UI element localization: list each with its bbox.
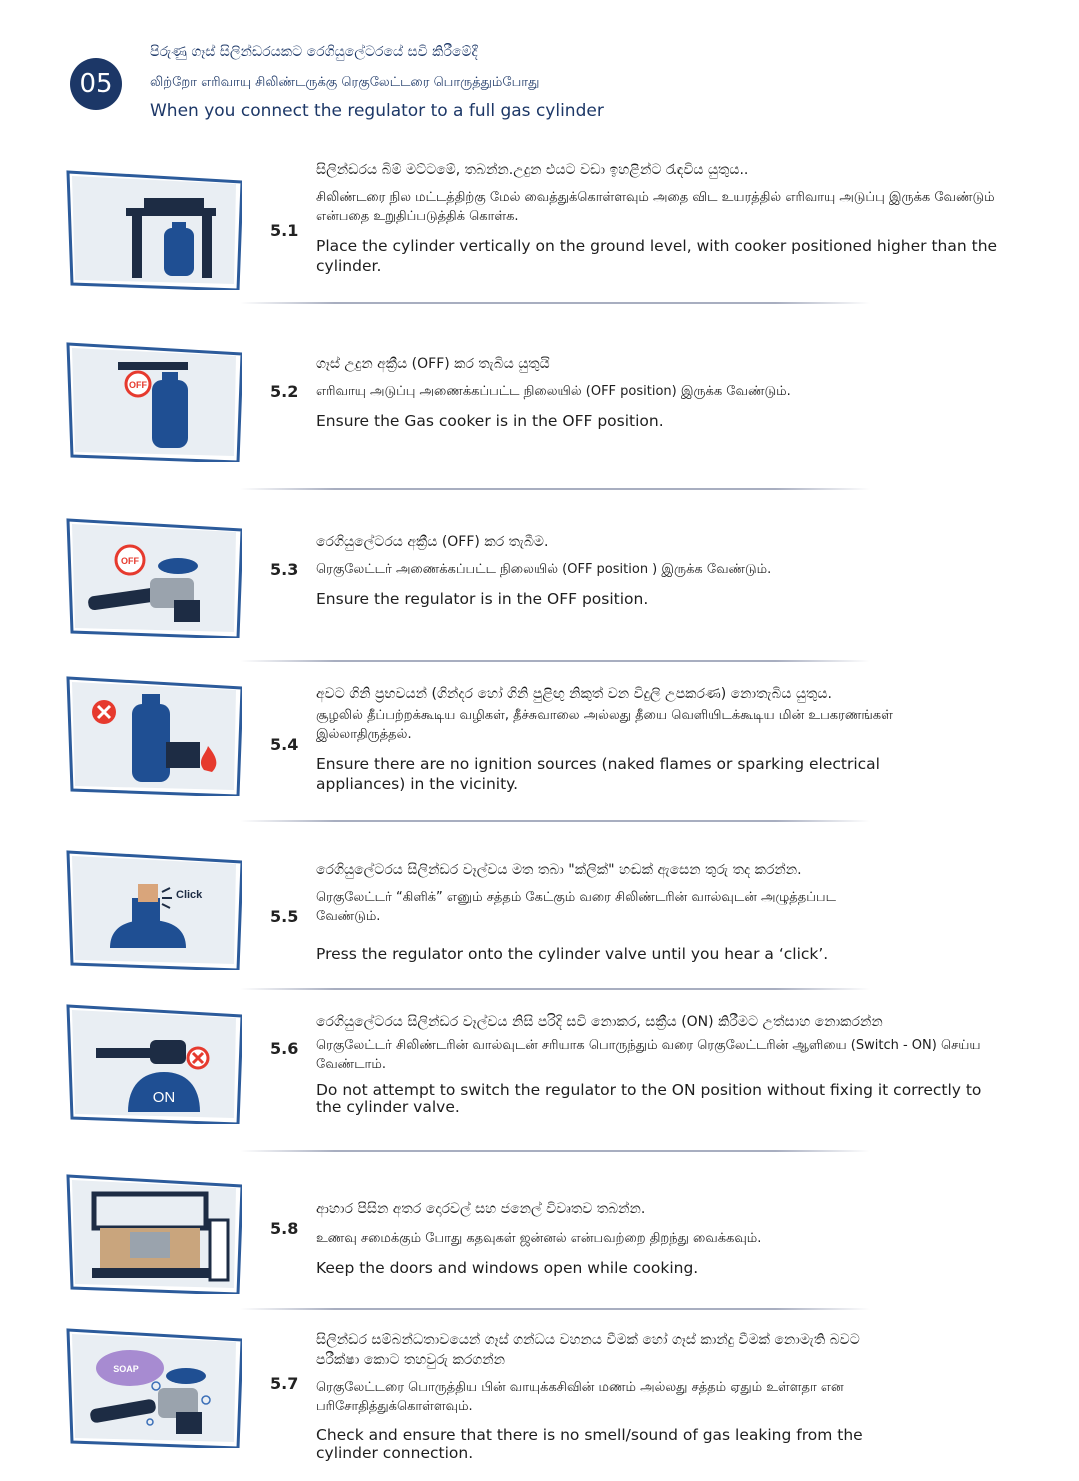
step-number: 5.6 [270, 1039, 299, 1058]
divider [240, 820, 870, 822]
step-text-tamil: ரெகுலேட்டர் சிலிண்டரின் வால்வுடன் சரியாக பொருந்தும் வரை ரெகுலேட்டரின் ஆளியை (Switch - ON) செய்ய வேண்டாம். [316, 1038, 981, 1072]
step-text-english: Ensure the regulator is in the OFF position. [316, 590, 649, 608]
regulator-not-on-icon [66, 1002, 242, 1124]
divider [240, 660, 870, 662]
step-number: 5.2 [270, 382, 299, 401]
step-number: 5.7 [270, 1374, 299, 1393]
no-ignition-sources-icon [66, 674, 242, 796]
cylinder-below-cooker-icon [66, 168, 242, 290]
step-text-sinhala: ගෑස් උදුන අක්‍රීය (OFF) කර තැබිය යුතුයි [316, 356, 550, 372]
step-text-sinhala: සිලින්ඩර සම්බන්ධතාවයෙන් ගෑස් ගන්ධය වහනය වීමක් හෝ ගෑස් කාන්දු වීමක් නොමැති බවට පරීක්ෂා කොට තහවුරු කරගන්න [316, 1332, 860, 1368]
gas-cooker-off-icon [66, 340, 242, 462]
press-regulator-click-icon [66, 848, 242, 970]
step-number-badge: 05 [70, 58, 122, 110]
soap-leak-test-icon [66, 1326, 242, 1448]
step-number: 5.5 [270, 907, 299, 926]
step-number: 5.4 [270, 735, 299, 754]
step-number: 5.8 [270, 1219, 299, 1238]
step-text-english: Keep the doors and windows open while cooking. [316, 1259, 699, 1277]
divider [240, 488, 870, 490]
step-text-tamil: சிலிண்டரை நில மட்டத்திற்கு மேல் வைத்துக்கொள்ளவும் அதை விட உயரத்தில் எரிவாயு அடுப்பு இருக்க வேண்டும் என்பதை உறுதிப்படுத்திக் கொள்க. [316, 190, 995, 224]
divider [240, 302, 870, 304]
step-text-english: Do not attempt to switch the regulator to the ON position without fixing it correctly to the cylinder valve. [316, 1081, 982, 1116]
step-text-sinhala: අවට ගිනි ප්‍රභවයන් (ගින්දර හෝ ගිනි පුළිඟු නිකුත් වන විදුලි උපකරණ) නොතැබිය යුතුය. [316, 686, 832, 702]
step-text-sinhala: රෙගියුලේටරය සිලින්ඩර වෑල්වය මත තබා "ක්ලික්" හඬක් ඇසෙන තුරු තද කරන්න. [316, 862, 802, 878]
divider [240, 1150, 870, 1152]
step-text-tamil: ரெகுலேட்டரை பொருத்திய பின் வாயுக்கசிவின் மணம் அல்லது சத்தம் ஏதும் உள்ளதா என பரிசோதித்துக்கொள்ளவும். [316, 1380, 844, 1414]
divider [240, 1308, 870, 1310]
step-number: 5.3 [270, 560, 299, 579]
step-text-english: Ensure there are no ignition sources (naked flames or sparking electrical appliances) in the vicinity. [316, 755, 880, 793]
regulator-off-icon [66, 516, 242, 638]
title-english: When you connect the regulator to a full gas cylinder [150, 101, 604, 121]
step-text-english: Place the cylinder vertically on the ground level, with cooker positioned higher than the cylinder. [316, 237, 998, 275]
step-text-english: Check and ensure that there is no smell/sound of gas leaking from the cylinder connection. [316, 1426, 863, 1462]
step-text-tamil: ரெகுலேட்டர் “கிளிக்” எனும் சத்தம் கேட்கும் வரை சிலிண்டரின் வால்வுடன் அழுத்தப்பட வேண்டும். [316, 890, 836, 924]
step-text-tamil: உணவு சமைக்கும் போது கதவுகள் ஜன்னல் என்பவற்றை திறந்து வைக்கவும். [316, 1231, 762, 1246]
click-label: Click [176, 889, 203, 901]
title-tamil: லிற்றோ எரிவாயு சிலிண்டருக்கு ரெகுலேட்டரை பொருத்தும்போது [150, 75, 540, 90]
step-text-english: Press the regulator onto the cylinder valve until you hear a ‘click’. [316, 945, 829, 963]
step-text-sinhala: රෙගියුලේටරය සිලින්ඩර වෑල්වය නිසි පරිදි සවි නොකර, සක්‍රීය (ON) කිරීමට උත්සාහ නොකරන්න [316, 1014, 883, 1030]
open-doors-windows-icon [66, 1172, 242, 1294]
step-text-tamil: ரெகுலேட்டர் அணைக்கப்பட்ட நிலையில் (OFF position ) இருக்க வேண்டும். [316, 562, 772, 577]
step-text-tamil: எரிவாயு அடுப்பு அணைக்கப்பட்ட நிலையில் (OFF position) இருக்க வேண்டும். [316, 384, 791, 399]
step-number: 5.1 [270, 221, 299, 240]
step-text-sinhala: සිලින්ඩරය බිම් මට්ටමේ, තබන්න.උදුන එයට වඩා ඉහළින්ට රැඳවිය යුතුය.. [316, 162, 749, 178]
step-text-tamil: சூழலில் தீப்பற்றக்கூடிய வழிகள், தீச்சுவாலை அல்லது தீயை வெளியிடக்கூடிய மின் உபகரணங்கள் இல்லாதிருத்தல். [316, 708, 893, 742]
soap-label: SOAP [113, 1364, 139, 1374]
off-label: OFF [129, 380, 147, 390]
page-header [0, 0, 1079, 140]
on-label: ON [152, 1089, 176, 1106]
title-sinhala: පිරුණු ගෑස් සිලින්ඩරයකට රෙගියුලේටරයේ සවි කිරීමේදී [150, 44, 478, 60]
step-text-sinhala: ආහාර පිසින අතර දොරවල් සහ ජනෙල් විවෘතව තබන්න. [316, 1201, 646, 1217]
off-label: OFF [121, 556, 139, 566]
step-text-sinhala: රෙගියුලේටරය අක්‍රීය (OFF) කර තැබීම. [316, 534, 549, 550]
divider [240, 988, 870, 990]
step-text-english: Ensure the Gas cooker is in the OFF position. [316, 412, 664, 430]
